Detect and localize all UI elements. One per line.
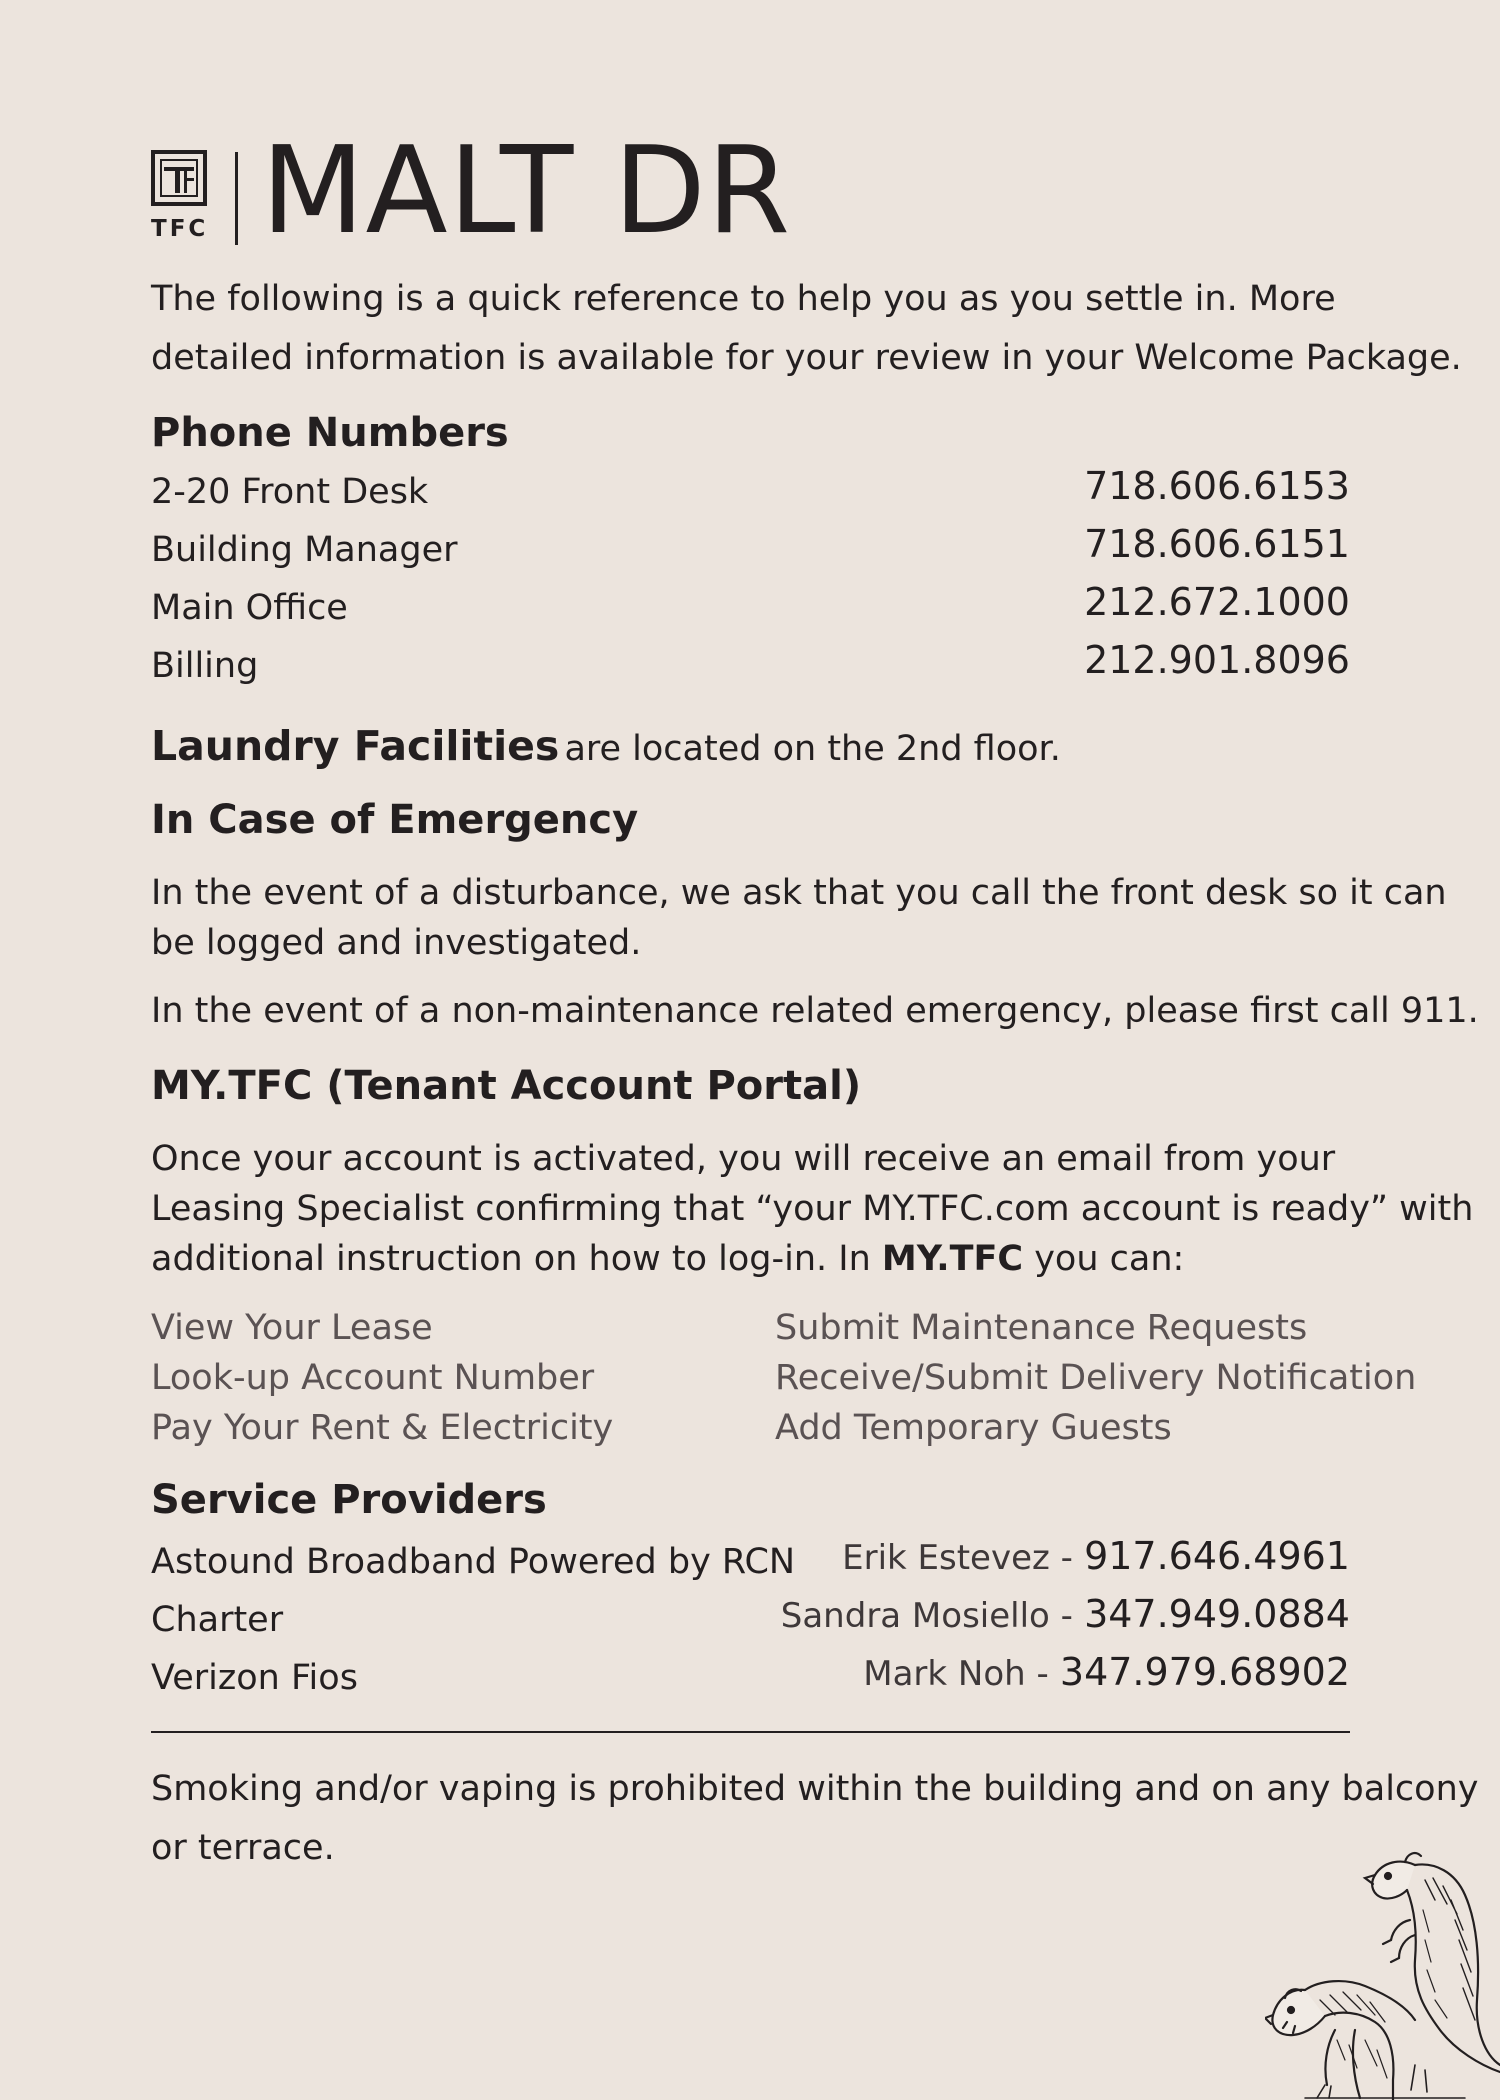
phone-label: Billing [151,646,259,686]
emergency-line: be logged and investigated. [151,923,642,963]
phone-number: 212.672.1000 [1084,580,1350,624]
portal-feature: Submit Maintenance Requests [775,1308,1308,1348]
provider-contact [863,1650,1350,1694]
emergency-911-text [151,986,1479,1036]
phone-row [151,638,1350,704]
contact-name: Sandra Mosiello - [780,1596,1073,1636]
laundry-line [151,722,1061,770]
portal-feature: Pay Your Rent & Electricity [151,1408,614,1448]
portal-feature: Look-up Account Number [151,1358,595,1398]
laundry-heading: Laundry Facilities [151,722,560,770]
intro-line: The following is a quick reference to help you as you settle in. More [151,279,1336,319]
emergency-line: In the event of a disturbance, we ask that you call the front desk so it can [151,873,1447,913]
portal-line-post: you can: [1034,1239,1185,1279]
contact-name: Erik Estevez - [842,1538,1073,1578]
portal-heading: MY.TFC (Tenant Account Portal) [151,1063,862,1109]
provider-row [151,1650,1350,1716]
portal-brand: MY.TFC [881,1239,1024,1279]
provider-name: Astound Broadband Powered by RCN [151,1542,796,1582]
portal-feature: View Your Lease [151,1308,433,1348]
contact-phone: 347.949.0884 [1084,1592,1350,1636]
phone-number: 718.606.6151 [1084,522,1350,566]
portal-paragraph [151,1134,1474,1284]
logo-caption: TFC [151,216,209,242]
footer-line: or terrace. [151,1828,335,1868]
footer-line: Smoking and/or vaping is prohibited within the building and on any balcony [151,1769,1479,1809]
emergency-heading: In Case of Emergency [151,797,639,843]
provider-name: Verizon Fios [151,1658,358,1698]
phone-number: 718.606.6153 [1084,464,1350,508]
provider-contact [781,1592,1350,1636]
opossum-illustration-icon [1265,1840,1500,2100]
phone-label: Building Manager [151,530,458,570]
portal-line-pre: additional instruction on how to log-in. In [151,1239,871,1279]
portal-feature: Receive/Submit Delivery Notification [775,1358,1417,1398]
tfc-logo-icon [151,150,211,245]
provider-name: Charter [151,1600,284,1640]
contact-phone: 917.646.4961 [1084,1534,1350,1578]
emergency-line: In the event of a non-maintenance related emergency, please first call 911. [151,991,1479,1031]
phone-label: Main Office [151,588,348,628]
logo-divider [235,152,238,245]
service-providers-heading: Service Providers [151,1477,547,1523]
page-title: MALT DR [261,122,792,261]
emergency-paragraph [151,868,1447,968]
intro-text [151,270,1462,388]
contact-name: Mark Noh - [863,1654,1049,1694]
section-divider [151,1731,1350,1733]
phone-number: 212.901.8096 [1084,638,1350,682]
laundry-text: are located on the 2nd floor. [564,729,1061,769]
portal-feature: Add Temporary Guests [775,1408,1172,1448]
provider-contact [842,1534,1350,1578]
portal-line: Leasing Specialist confirming that “your MY.TFC.com account is ready” with [151,1189,1474,1229]
portal-line [151,1234,1350,1284]
intro-line: detailed information is available for your review in your Welcome Package. [151,338,1462,378]
portal-line: Once your account is activated, you will receive an email from your [151,1139,1336,1179]
phone-label: 2-20 Front Desk [151,472,429,512]
phone-numbers-heading: Phone Numbers [151,410,509,456]
contact-phone: 347.979.68902 [1059,1650,1350,1694]
